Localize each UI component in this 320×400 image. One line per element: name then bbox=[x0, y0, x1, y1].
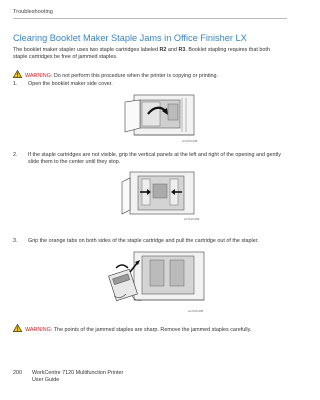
warning-notice-1 bbox=[13, 70, 218, 81]
figure-id: wc7120-056 bbox=[188, 309, 204, 313]
warning-notice-2 bbox=[13, 324, 251, 335]
warning-label: WARNING: bbox=[25, 327, 53, 333]
intro-text-1: The booklet maker stapler uses two staple cartridges labeled bbox=[13, 47, 160, 53]
page-number: 200 bbox=[13, 370, 22, 376]
intro-text-3: . Booklet stapling requires that both staple cartridges be free of jammed staples. bbox=[13, 47, 270, 61]
step-text: Grip the orange tabs on both sides of the staple cartridge and pull the cartridge out of the stapler. bbox=[28, 238, 259, 244]
intro-paragraph bbox=[13, 47, 285, 61]
step-number: 3. bbox=[13, 238, 18, 244]
step-number: 2. bbox=[13, 152, 18, 158]
figure-id: wc7120-058 bbox=[182, 139, 198, 143]
printer-side-cover-illustration bbox=[120, 92, 210, 146]
intro-text-2: and bbox=[166, 47, 179, 53]
product-name: WorkCentre 7120 Multifunction Printer bbox=[32, 370, 124, 376]
step-text: If the staple cartridges are not visible, grip the vertical panels at the left and right of the opening and gently slide them to the center until they stop. bbox=[28, 152, 281, 166]
document-name: User Guide bbox=[32, 377, 60, 384]
figure-id: wc7120-059 bbox=[184, 217, 200, 221]
figure-open-side-cover bbox=[120, 92, 210, 146]
warning-icon bbox=[13, 324, 22, 335]
footer-product bbox=[32, 370, 123, 385]
cartridge-label-r2: R2 bbox=[159, 47, 167, 53]
staple-cartridge-illustration bbox=[104, 250, 214, 316]
cartridge-label-r3: R3 bbox=[178, 47, 186, 53]
header-divider bbox=[13, 18, 287, 19]
figure-slide-panels bbox=[120, 170, 210, 224]
warning-text: Do not perform this procedure when the printer is copying or printing. bbox=[52, 73, 219, 79]
running-header: Troubleshooting bbox=[13, 9, 53, 15]
staple-panels-illustration bbox=[120, 170, 210, 224]
step-text: Open the booklet maker side cover. bbox=[28, 81, 113, 87]
warning-label: WARNING: bbox=[25, 73, 53, 79]
step-number: 1. bbox=[13, 81, 18, 87]
warning-icon bbox=[13, 70, 22, 81]
warning-text: The points of the jammed staples are sharp. Remove the jammed staples carefully. bbox=[52, 327, 252, 333]
figure-pull-cartridge bbox=[104, 250, 214, 316]
section-title: Clearing Booklet Maker Staple Jams in Office Finisher LX bbox=[13, 33, 247, 43]
